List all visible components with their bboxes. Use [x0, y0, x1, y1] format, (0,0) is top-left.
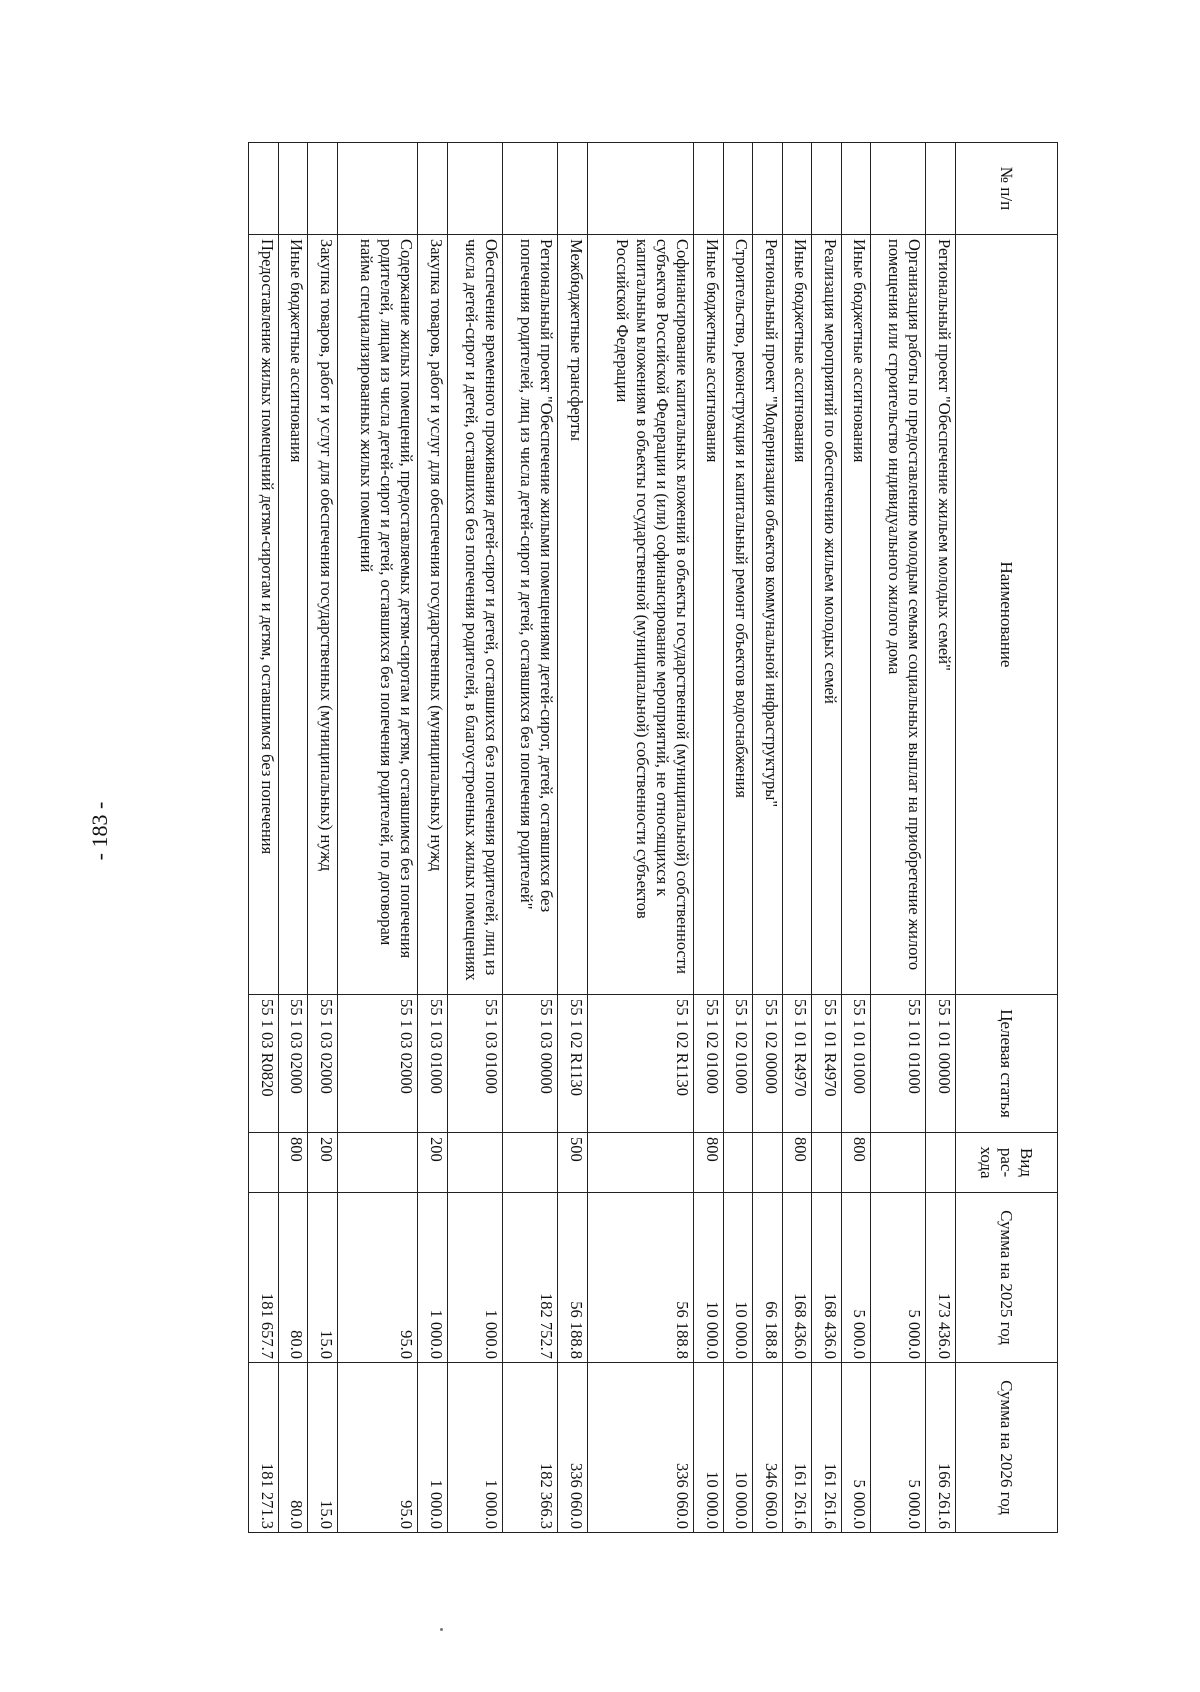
row-sum-2025: 10 000.0	[723, 1193, 753, 1363]
table-row	[841, 143, 871, 1533]
row-sum-2025: 168 436.0	[782, 1193, 812, 1363]
header-sum-2025: Сумма на 2025 год	[956, 1193, 1058, 1363]
header-target: Целевая статья	[956, 995, 1058, 1133]
row-name: Иные бюджетные ассигнования	[694, 235, 724, 995]
row-sum-2026: 336 060.0	[558, 1363, 588, 1533]
row-sum-2026: 161 261.6	[812, 1363, 842, 1533]
row-sum-2025: 10 000.0	[694, 1193, 724, 1363]
row-sum-2026: 80.0	[278, 1363, 308, 1533]
row-target: 55 1 01 01000	[841, 995, 871, 1133]
row-name: Закупка товаров, работ и услуг для обеспечения государственных (муниципальных) нужд	[308, 235, 338, 995]
row-num	[503, 143, 558, 235]
row-num	[337, 143, 418, 235]
row-sum-2026: 182 366.3	[503, 1363, 558, 1533]
row-target: 55 1 02 01000	[723, 995, 753, 1133]
row-target: 55 1 03 02000	[308, 995, 338, 1133]
table-row	[337, 143, 418, 1533]
row-target: 55 1 02 R1130	[587, 995, 693, 1133]
row-name: Предоставление жилых помещений детям-сиротам и детям, оставшимся без попечения	[249, 235, 279, 995]
row-target: 55 1 02 R1130	[558, 995, 588, 1133]
row-target: 55 1 02 01000	[694, 995, 724, 1133]
row-name: Иные бюджетные ассигнования	[782, 235, 812, 995]
table-row	[871, 143, 926, 1533]
row-name: Обеспечение временного проживания детей-сирот и детей, оставшихся без попечения родителей, лиц из числа детей-сирот и детей, оставшихся без попечения родителей, в благоустроенных жилых помещениях	[448, 235, 503, 995]
row-num	[278, 143, 308, 235]
table-row	[753, 143, 783, 1533]
row-num	[558, 143, 588, 235]
row-num	[418, 143, 448, 235]
row-kind: 200	[308, 1133, 338, 1193]
row-kind: 800	[278, 1133, 308, 1193]
row-sum-2026: 1 000.0	[418, 1363, 448, 1533]
row-sum-2026: 10 000.0	[694, 1363, 724, 1533]
row-target: 55 1 03 02000	[278, 995, 308, 1133]
budget-table-rotated	[248, 142, 1058, 1532]
table-row	[418, 143, 448, 1533]
row-sum-2025: 181 657.7	[249, 1193, 279, 1363]
row-kind	[812, 1133, 842, 1193]
row-kind: 200	[418, 1133, 448, 1193]
row-kind	[587, 1133, 693, 1193]
row-sum-2026: 181 271.3	[249, 1363, 279, 1533]
row-sum-2025: 168 436.0	[812, 1193, 842, 1363]
header-name: Наименование	[956, 235, 1058, 995]
row-num	[782, 143, 812, 235]
row-num	[753, 143, 783, 235]
row-sum-2025: 80.0	[278, 1193, 308, 1363]
row-kind	[871, 1133, 926, 1193]
row-num	[871, 143, 926, 235]
row-sum-2025: 5 000.0	[871, 1193, 926, 1363]
row-name: Региональный проект "Модернизация объектов коммунальной инфраструктуры"	[753, 235, 783, 995]
row-num	[812, 143, 842, 235]
row-num	[694, 143, 724, 235]
table-row	[587, 143, 693, 1533]
scan-speck	[440, 1628, 443, 1631]
row-target: 55 1 01 R4970	[782, 995, 812, 1133]
table-row	[448, 143, 503, 1533]
row-kind	[503, 1133, 558, 1193]
row-target: 55 1 03 01000	[418, 995, 448, 1133]
row-num	[841, 143, 871, 235]
row-num	[926, 143, 956, 235]
row-num	[308, 143, 338, 235]
row-name: Организация работы по предоставлению молодым семьям социальных выплат на приобретение жилого помещения или строительство индивидуального жилого дома	[871, 235, 926, 995]
table-header-row	[956, 143, 1058, 1533]
row-sum-2026: 1 000.0	[448, 1363, 503, 1533]
row-sum-2026: 10 000.0	[723, 1363, 753, 1533]
row-name: Содержание жилых помещений, предоставляемых детям-сиротам и детям, оставшимся без попечения родителей, лицам из числа детей-сирот и детей, оставшихся без попечения родителей, по договорам найма специализированных жилых помещений	[337, 235, 418, 995]
row-sum-2025: 95.0	[337, 1193, 418, 1363]
row-name: Строительство, реконструкция и капитальный ремонт объектов водоснабжения	[723, 235, 753, 995]
row-kind	[448, 1133, 503, 1193]
row-name: Реализация мероприятий по обеспечению жильем молодых семей	[812, 235, 842, 995]
row-name: Софинансирование капитальных вложений в объекты государственной (муниципальной) собственности субъектов Российской Федерации и (или) софинансирование мероприятий, не относящихся к капитальным вложениям в объекты государственной (муниципальной) собственности субъектов Российской Федерации	[587, 235, 693, 995]
row-num	[448, 143, 503, 235]
row-kind	[753, 1133, 783, 1193]
row-target: 55 1 03 R0820	[249, 995, 279, 1133]
row-sum-2025: 1 000.0	[418, 1193, 448, 1363]
table-row	[812, 143, 842, 1533]
row-sum-2025: 5 000.0	[841, 1193, 871, 1363]
row-kind: 800	[841, 1133, 871, 1193]
table-row	[558, 143, 588, 1533]
table-row	[782, 143, 812, 1533]
row-kind: 500	[558, 1133, 588, 1193]
row-name: Иные бюджетные ассигнования	[841, 235, 871, 995]
row-target: 55 1 03 00000	[503, 995, 558, 1133]
row-name: Межбюджетные трансферты	[558, 235, 588, 995]
row-name: Региональный проект "Обеспечение жильем молодых семей"	[926, 235, 956, 995]
row-kind: 800	[782, 1133, 812, 1193]
table-row	[926, 143, 956, 1533]
row-name: Иные бюджетные ассигнования	[278, 235, 308, 995]
row-name: Региональный проект "Обеспечение жилыми помещениями детей-сирот, детей, оставшихся без попечения родителей, лиц из числа детей-сирот и детей, оставшихся без попечения родителей"	[503, 235, 558, 995]
row-num	[723, 143, 753, 235]
row-num	[249, 143, 279, 235]
row-sum-2026: 336 060.0	[587, 1363, 693, 1533]
row-sum-2025: 56 188.8	[587, 1193, 693, 1363]
row-sum-2026: 15.0	[308, 1363, 338, 1533]
header-kind: Вид рас-хода	[956, 1133, 1058, 1193]
row-num	[587, 143, 693, 235]
table-row	[723, 143, 753, 1533]
row-sum-2026: 5 000.0	[841, 1363, 871, 1533]
row-kind: 800	[694, 1133, 724, 1193]
table-row	[503, 143, 558, 1533]
row-target: 55 1 01 01000	[871, 995, 926, 1133]
row-sum-2025: 182 752.7	[503, 1193, 558, 1363]
row-target: 55 1 03 01000	[448, 995, 503, 1133]
row-target: 55 1 03 02000	[337, 995, 418, 1133]
table-row	[694, 143, 724, 1533]
row-sum-2026: 5 000.0	[871, 1363, 926, 1533]
table-row	[278, 143, 308, 1533]
row-kind	[249, 1133, 279, 1193]
row-sum-2025: 15.0	[308, 1193, 338, 1363]
row-sum-2025: 66 188.8	[753, 1193, 783, 1363]
header-sum-2026: Сумма на 2026 год	[956, 1363, 1058, 1533]
row-sum-2025: 173 436.0	[926, 1193, 956, 1363]
table-row	[308, 143, 338, 1533]
row-target: 55 1 01 00000	[926, 995, 956, 1133]
row-target: 55 1 02 00000	[753, 995, 783, 1133]
header-num: № п/п	[956, 143, 1058, 235]
row-sum-2025: 1 000.0	[448, 1193, 503, 1363]
budget-table	[248, 142, 1058, 1533]
row-target: 55 1 01 R4970	[812, 995, 842, 1133]
row-sum-2026: 166 261.6	[926, 1363, 956, 1533]
row-sum-2025: 56 188.8	[558, 1193, 588, 1363]
row-kind	[337, 1133, 418, 1193]
page-number: - 183 -	[87, 801, 112, 861]
row-kind	[723, 1133, 753, 1193]
row-sum-2026: 161 261.6	[782, 1363, 812, 1533]
table-row	[249, 143, 279, 1533]
row-sum-2026: 95.0	[337, 1363, 418, 1533]
row-name: Закупка товаров, работ и услуг для обеспечения государственных (муниципальных) нужд	[418, 235, 448, 995]
row-kind	[926, 1133, 956, 1193]
row-sum-2026: 346 060.0	[753, 1363, 783, 1533]
